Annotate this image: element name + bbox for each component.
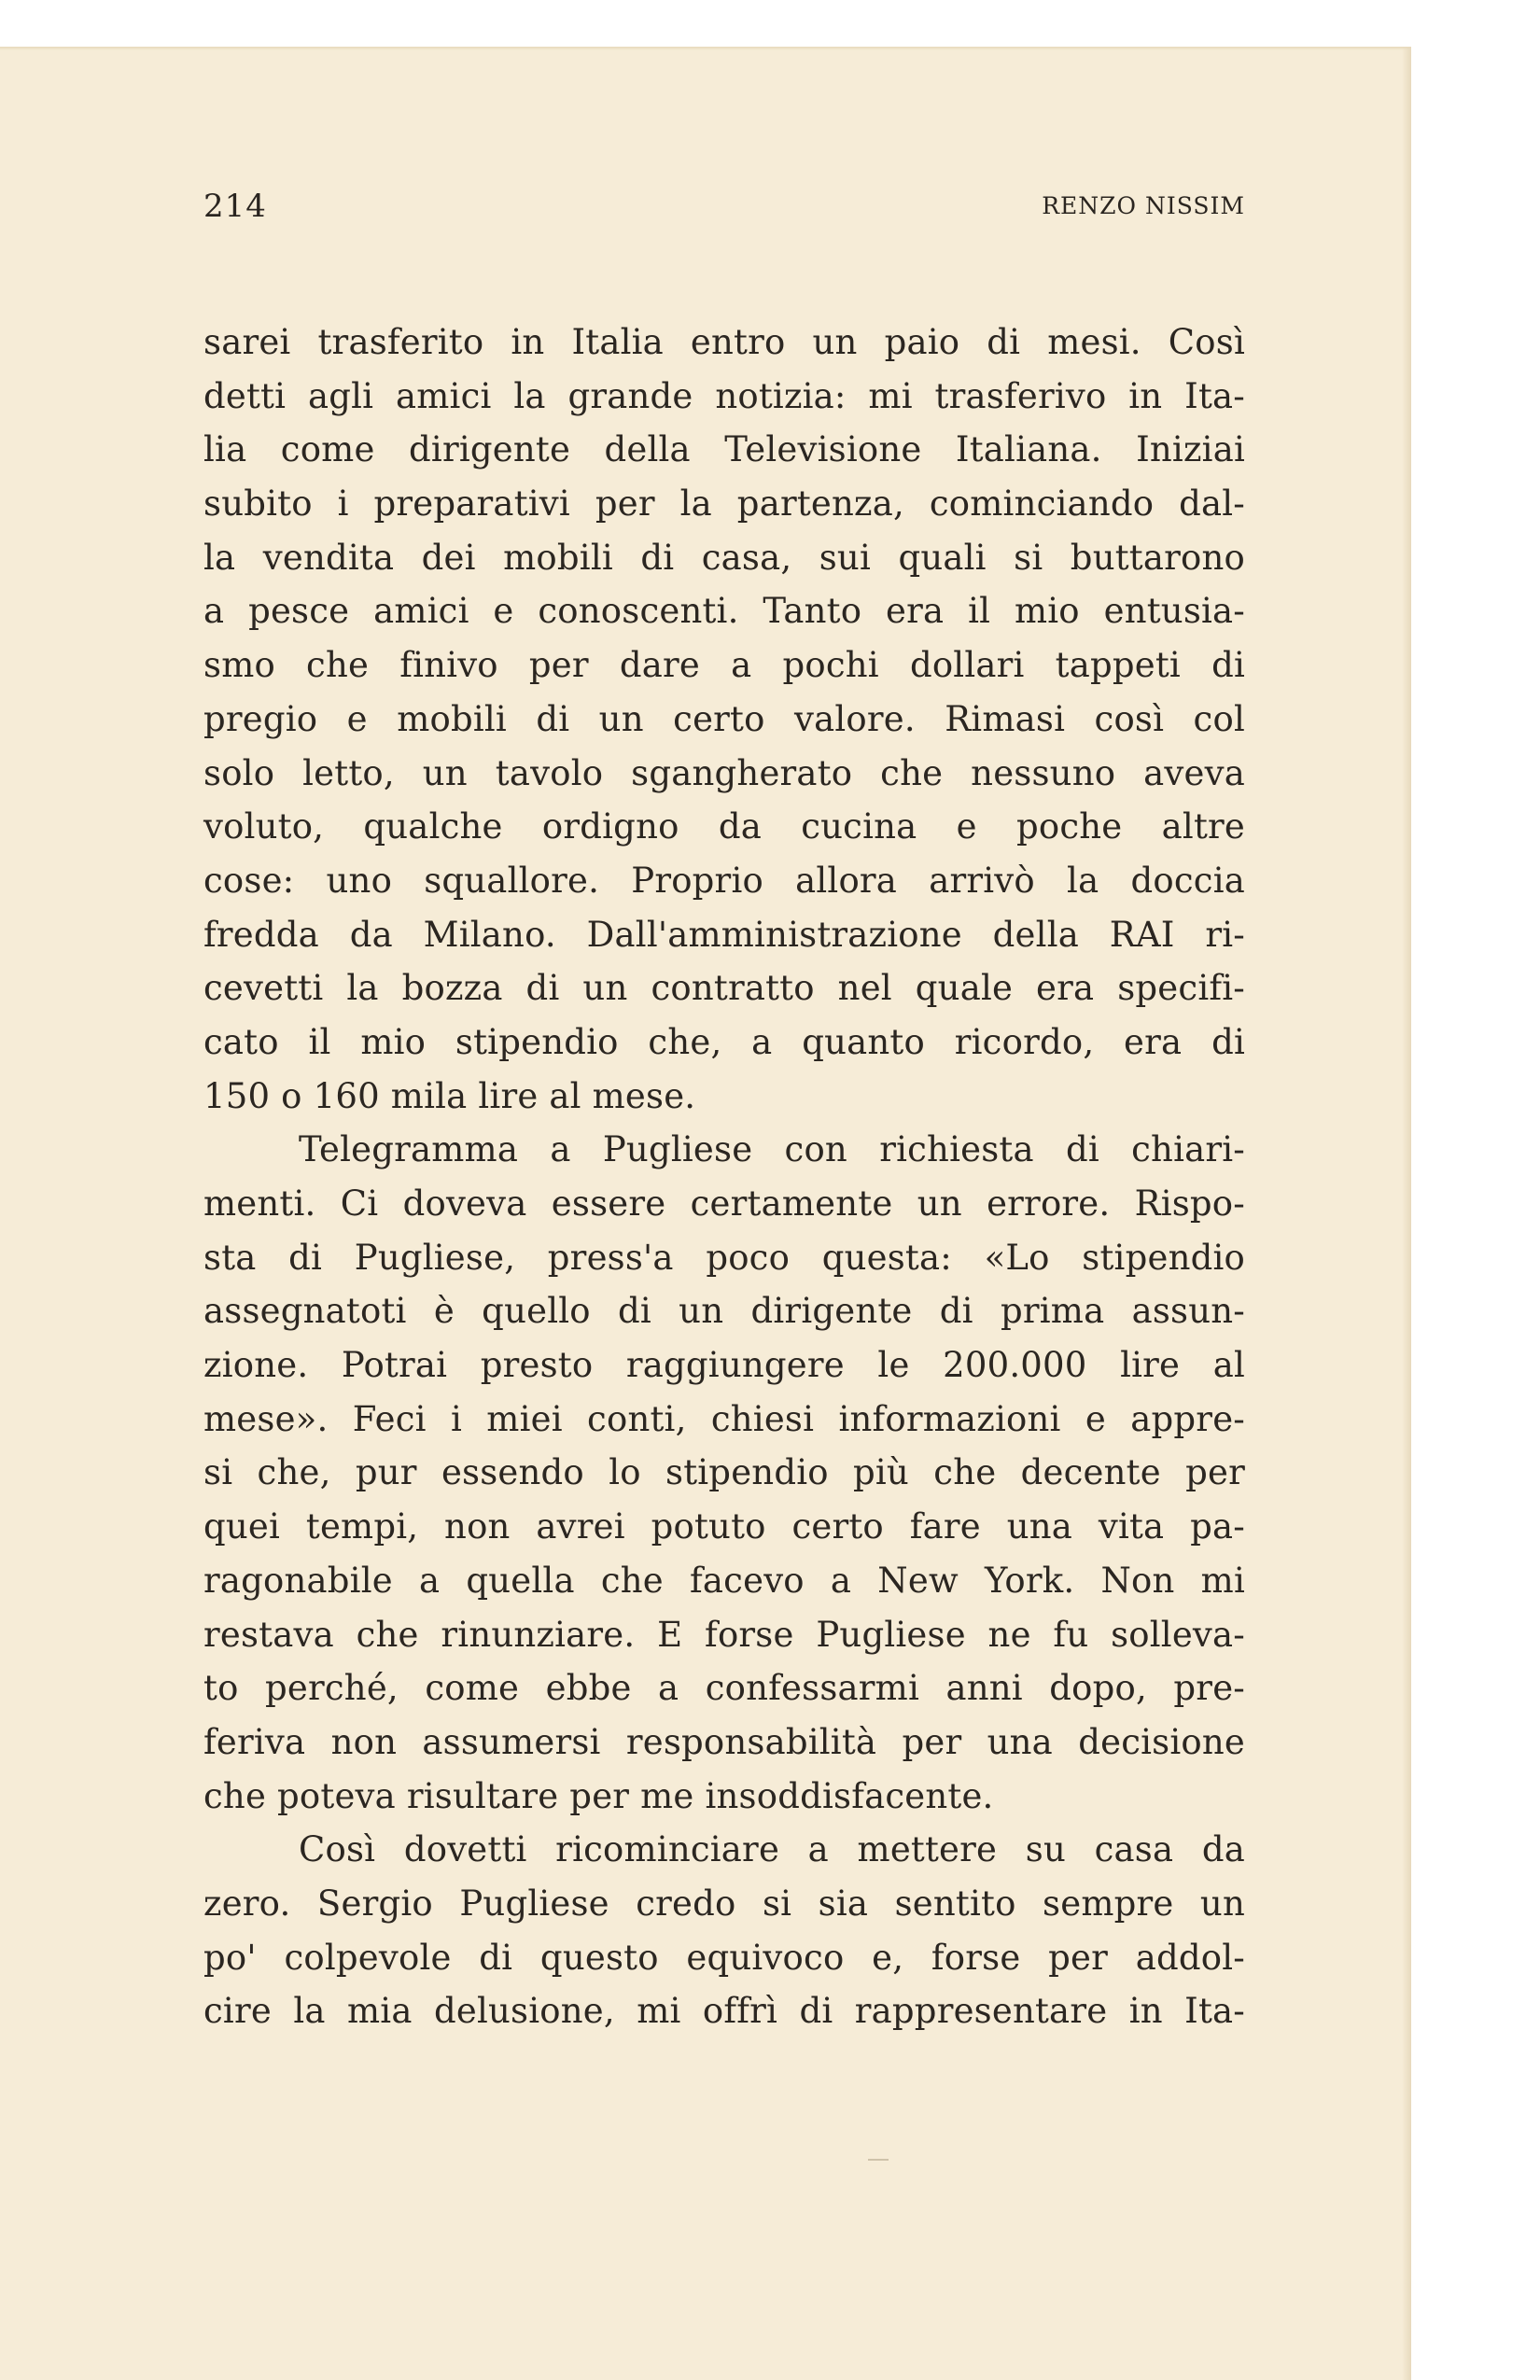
text-line: assegnatoti è quello di un dirigente di prima assun- — [203, 1291, 1245, 1332]
text-line: pregio e mobili di un certo valore. Rimasi così col — [203, 698, 1245, 739]
text-line: po' colpevole di questo equivoco e, forse per addol- — [203, 1937, 1245, 1978]
text-line: lia come dirigente della Televisione Italiana. Iniziai — [203, 429, 1245, 470]
body-text — [203, 315, 1245, 2038]
page-top-edge — [0, 47, 1411, 50]
paragraph — [203, 1123, 1245, 1823]
text-line: detti agli amici la grande notizia: mi trasferivo in Ita- — [203, 375, 1245, 416]
text-line: sarei trasferito in Italia entro un paio di mesi. Così — [203, 322, 1245, 362]
text-line: subito i preparativi per la partenza, cominciando dal- — [203, 483, 1245, 525]
running-head — [203, 183, 1245, 230]
running-head-author: RENZO NISSIM — [1042, 192, 1245, 219]
text-line: voluto, qualche ordigno da cucina e poche altre — [203, 806, 1245, 847]
text-line: feriva non assumersi responsabilità per una decisione — [203, 1721, 1245, 1762]
text-line: Così dovetti ricominciare a mettere su casa da — [299, 1829, 1245, 1870]
text-line: Telegramma a Pugliese con richiesta di chiari- — [299, 1129, 1245, 1170]
text-line: cato il mio stipendio che, a quanto ricordo, era di — [203, 1021, 1245, 1062]
text-line: che poteva risultare per me insoddisfacente. — [203, 1775, 994, 1816]
paragraph — [203, 1823, 1245, 2038]
text-line: la vendita dei mobili di casa, sui quali si buttarono — [203, 537, 1245, 578]
text-line: cose: uno squallore. Proprio allora arrivò la doccia — [203, 860, 1245, 901]
text-line: cevetti la bozza di un contratto nel quale era specifi- — [203, 968, 1245, 1009]
text-line: si che, pur essendo lo stipendio più che decente per — [203, 1452, 1245, 1493]
text-line: smo che finivo per dare a pochi dollari tappeti di — [203, 645, 1245, 686]
page-number: 214 — [203, 188, 267, 225]
text-line: sta di Pugliese, press'a poco questa: «Lo stipendio — [203, 1237, 1245, 1278]
text-line: 150 o 160 mila lire al mese. — [203, 1075, 696, 1116]
text-line: restava che rinunziare. E forse Pugliese ne fu solleva- — [203, 1614, 1245, 1655]
text-line: to perché, come ebbe a confessarmi anni dopo, pre- — [203, 1668, 1245, 1709]
text-line: zione. Potrai presto raggiungere le 200.000 lire al — [203, 1345, 1245, 1386]
text-line: cire la mia delusione, mi offrì di rappresentare in Ita- — [203, 1991, 1245, 2032]
text-line: solo letto, un tavolo sgangherato che nessuno aveva — [203, 752, 1245, 793]
text-line: ragonabile a quella che facevo a New York. Non mi — [203, 1560, 1245, 1601]
page-right-edge — [1402, 47, 1411, 2380]
text-line: fredda da Milano. Dall'amministrazione della RAI ri- — [203, 914, 1245, 955]
text-line: menti. Ci doveva essere certamente un errore. Rispo- — [203, 1183, 1245, 1224]
text-line: a pesce amici e conoscenti. Tanto era il mio entusia- — [203, 591, 1245, 632]
paragraph — [203, 315, 1245, 1123]
text-line: mese». Feci i miei conti, chiesi informazioni e appre- — [203, 1398, 1245, 1439]
scan-mark — [868, 2159, 889, 2161]
text-line: quei tempi, non avrei potuto certo fare una vita pa- — [203, 1506, 1245, 1547]
text-line: zero. Sergio Pugliese credo si sia sentito sempre un — [203, 1883, 1245, 1924]
